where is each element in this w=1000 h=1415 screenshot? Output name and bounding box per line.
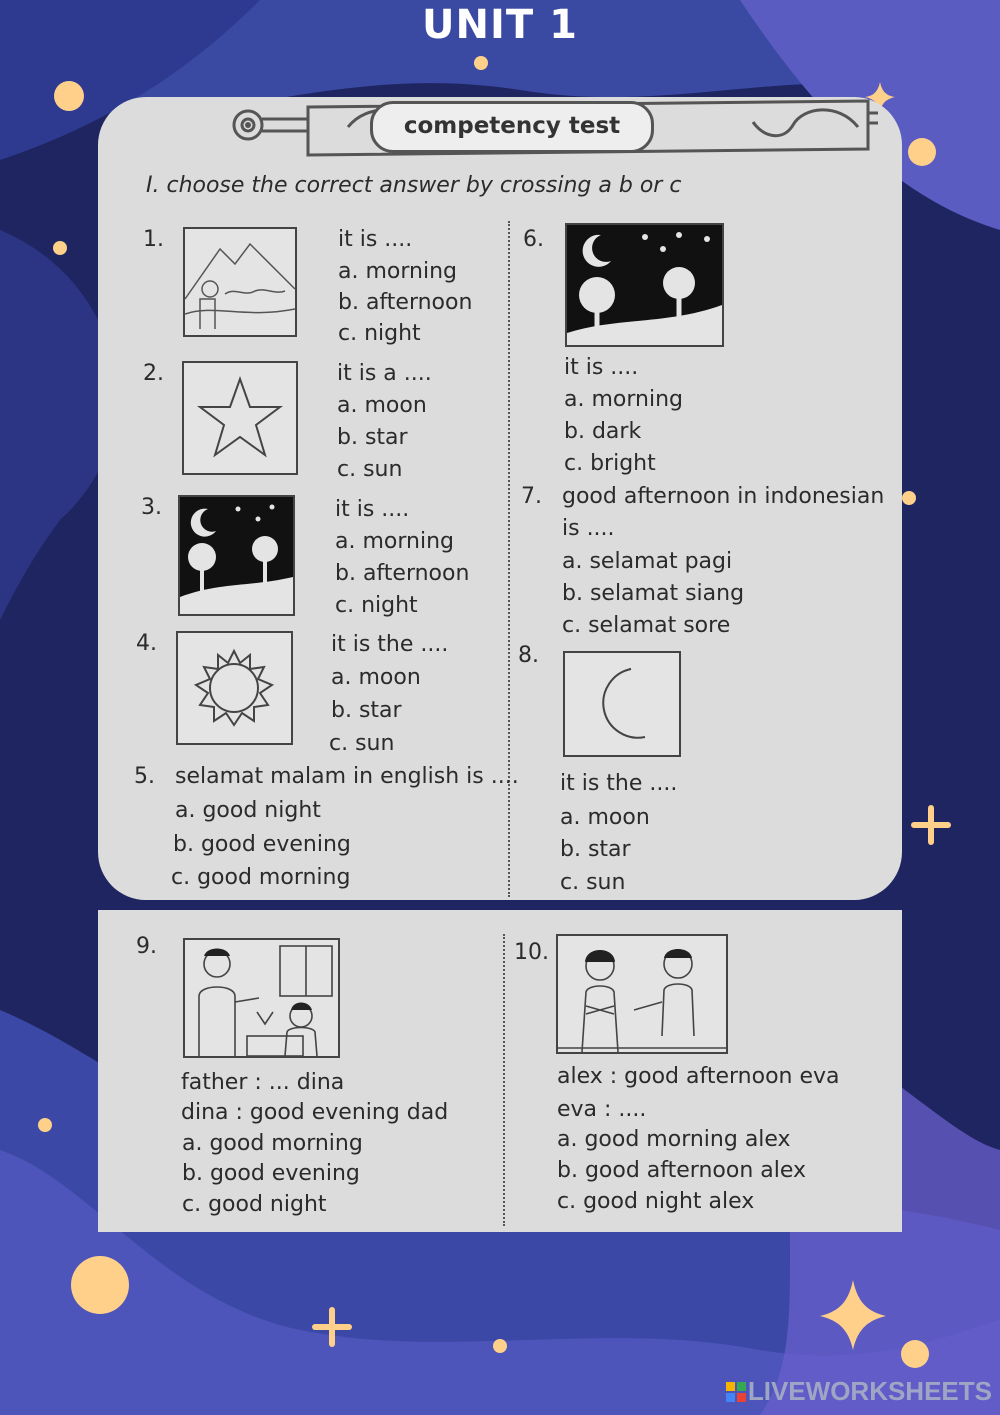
q9-dialog-father: father : ... dina: [181, 1070, 345, 1095]
q9-number: 9.: [136, 934, 157, 959]
q5-number: 5.: [134, 764, 155, 789]
q5-option-a[interactable]: a. good night: [175, 798, 321, 823]
unit-title: UNIT 1: [422, 2, 578, 48]
q9-option-b[interactable]: b. good evening: [182, 1161, 360, 1186]
q5-option-c[interactable]: c. good morning: [171, 865, 351, 890]
q3-option-b[interactable]: b. afternoon: [335, 561, 470, 586]
moon-image: [563, 651, 681, 757]
two-children-greeting-image: [556, 934, 728, 1054]
q1-option-b[interactable]: b. afternoon: [338, 290, 473, 315]
column-divider: [508, 221, 510, 897]
night-scene-image-2: [565, 223, 724, 347]
q7-option-c[interactable]: c. selamat sore: [562, 613, 731, 638]
q8-number: 8.: [518, 643, 539, 668]
q2-option-a[interactable]: a. moon: [337, 393, 427, 418]
q2-stem: it is a ....: [337, 361, 432, 386]
q8-stem: it is the ....: [560, 771, 678, 796]
q3-number: 3.: [141, 495, 162, 520]
q3-option-a[interactable]: a. morning: [335, 529, 454, 554]
q10-number: 10.: [514, 940, 549, 965]
q9-option-c[interactable]: c. good night: [182, 1192, 327, 1217]
q8-option-a[interactable]: a. moon: [560, 805, 650, 830]
q10-dialog-eva: eva : ....: [557, 1097, 647, 1122]
q10-dialog-alex: alex : good afternoon eva: [557, 1064, 840, 1089]
q2-option-b[interactable]: b. star: [337, 425, 408, 450]
q4-option-c[interactable]: c. sun: [329, 731, 395, 756]
q4-number: 4.: [136, 631, 157, 656]
q3-option-c[interactable]: c. night: [335, 593, 418, 618]
liveworksheets-footer: [726, 1376, 992, 1407]
liveworksheets-logo-icon: [726, 1382, 746, 1402]
instruction: I. choose the correct answer by crossing a b or c: [146, 173, 682, 198]
worksheet-part-1: [98, 97, 902, 900]
night-scene-image: [178, 495, 295, 616]
q1-option-c[interactable]: c. night: [338, 321, 421, 346]
sun-image: [176, 631, 293, 745]
q10-option-c[interactable]: c. good night alex: [557, 1189, 755, 1214]
worksheet-part-2: [98, 910, 902, 1232]
q6-option-a[interactable]: a. morning: [564, 387, 683, 412]
q7-option-b[interactable]: b. selamat siang: [562, 581, 745, 606]
column-divider-2: [503, 934, 505, 1226]
q6-option-b[interactable]: b. dark: [564, 419, 642, 444]
q10-option-a[interactable]: a. good morning alex: [557, 1127, 791, 1152]
banner-title: competency test: [370, 101, 654, 153]
q7-number: 7.: [521, 484, 542, 509]
q3-stem: it is ....: [335, 497, 410, 522]
father-and-daughter-image: [183, 938, 340, 1058]
q5-stem: selamat malam in english is ....: [175, 764, 519, 789]
q2-option-c[interactable]: c. sun: [337, 457, 403, 482]
q4-stem: it is the ....: [331, 632, 449, 657]
footer-brand-text: LIVEWORKSHEETS: [747, 1376, 992, 1406]
mountain-sunrise-image: [183, 227, 297, 337]
q9-dialog-dina: dina : good evening dad: [181, 1100, 449, 1125]
q7-stem-line1: good afternoon in indonesian: [562, 484, 885, 509]
star-image: [182, 361, 298, 475]
q1-option-a[interactable]: a. morning: [338, 259, 457, 284]
q8-option-b[interactable]: b. star: [560, 837, 631, 862]
q1-stem: it is ....: [338, 227, 413, 252]
q9-option-a[interactable]: a. good morning: [182, 1131, 363, 1156]
q7-stem-line2: is ....: [562, 516, 615, 541]
q8-option-c[interactable]: c. sun: [560, 870, 626, 895]
q7-option-a[interactable]: a. selamat pagi: [562, 549, 733, 574]
q2-number: 2.: [143, 361, 164, 386]
q6-number: 6.: [523, 227, 544, 252]
q4-option-a[interactable]: a. moon: [331, 665, 421, 690]
q6-stem: it is ....: [564, 355, 639, 380]
q4-option-b[interactable]: b. star: [331, 698, 402, 723]
q6-option-c[interactable]: c. bright: [564, 451, 656, 476]
q1-number: 1.: [143, 227, 164, 252]
q5-option-b[interactable]: b. good evening: [173, 832, 351, 857]
q10-option-b[interactable]: b. good afternoon alex: [557, 1158, 807, 1183]
